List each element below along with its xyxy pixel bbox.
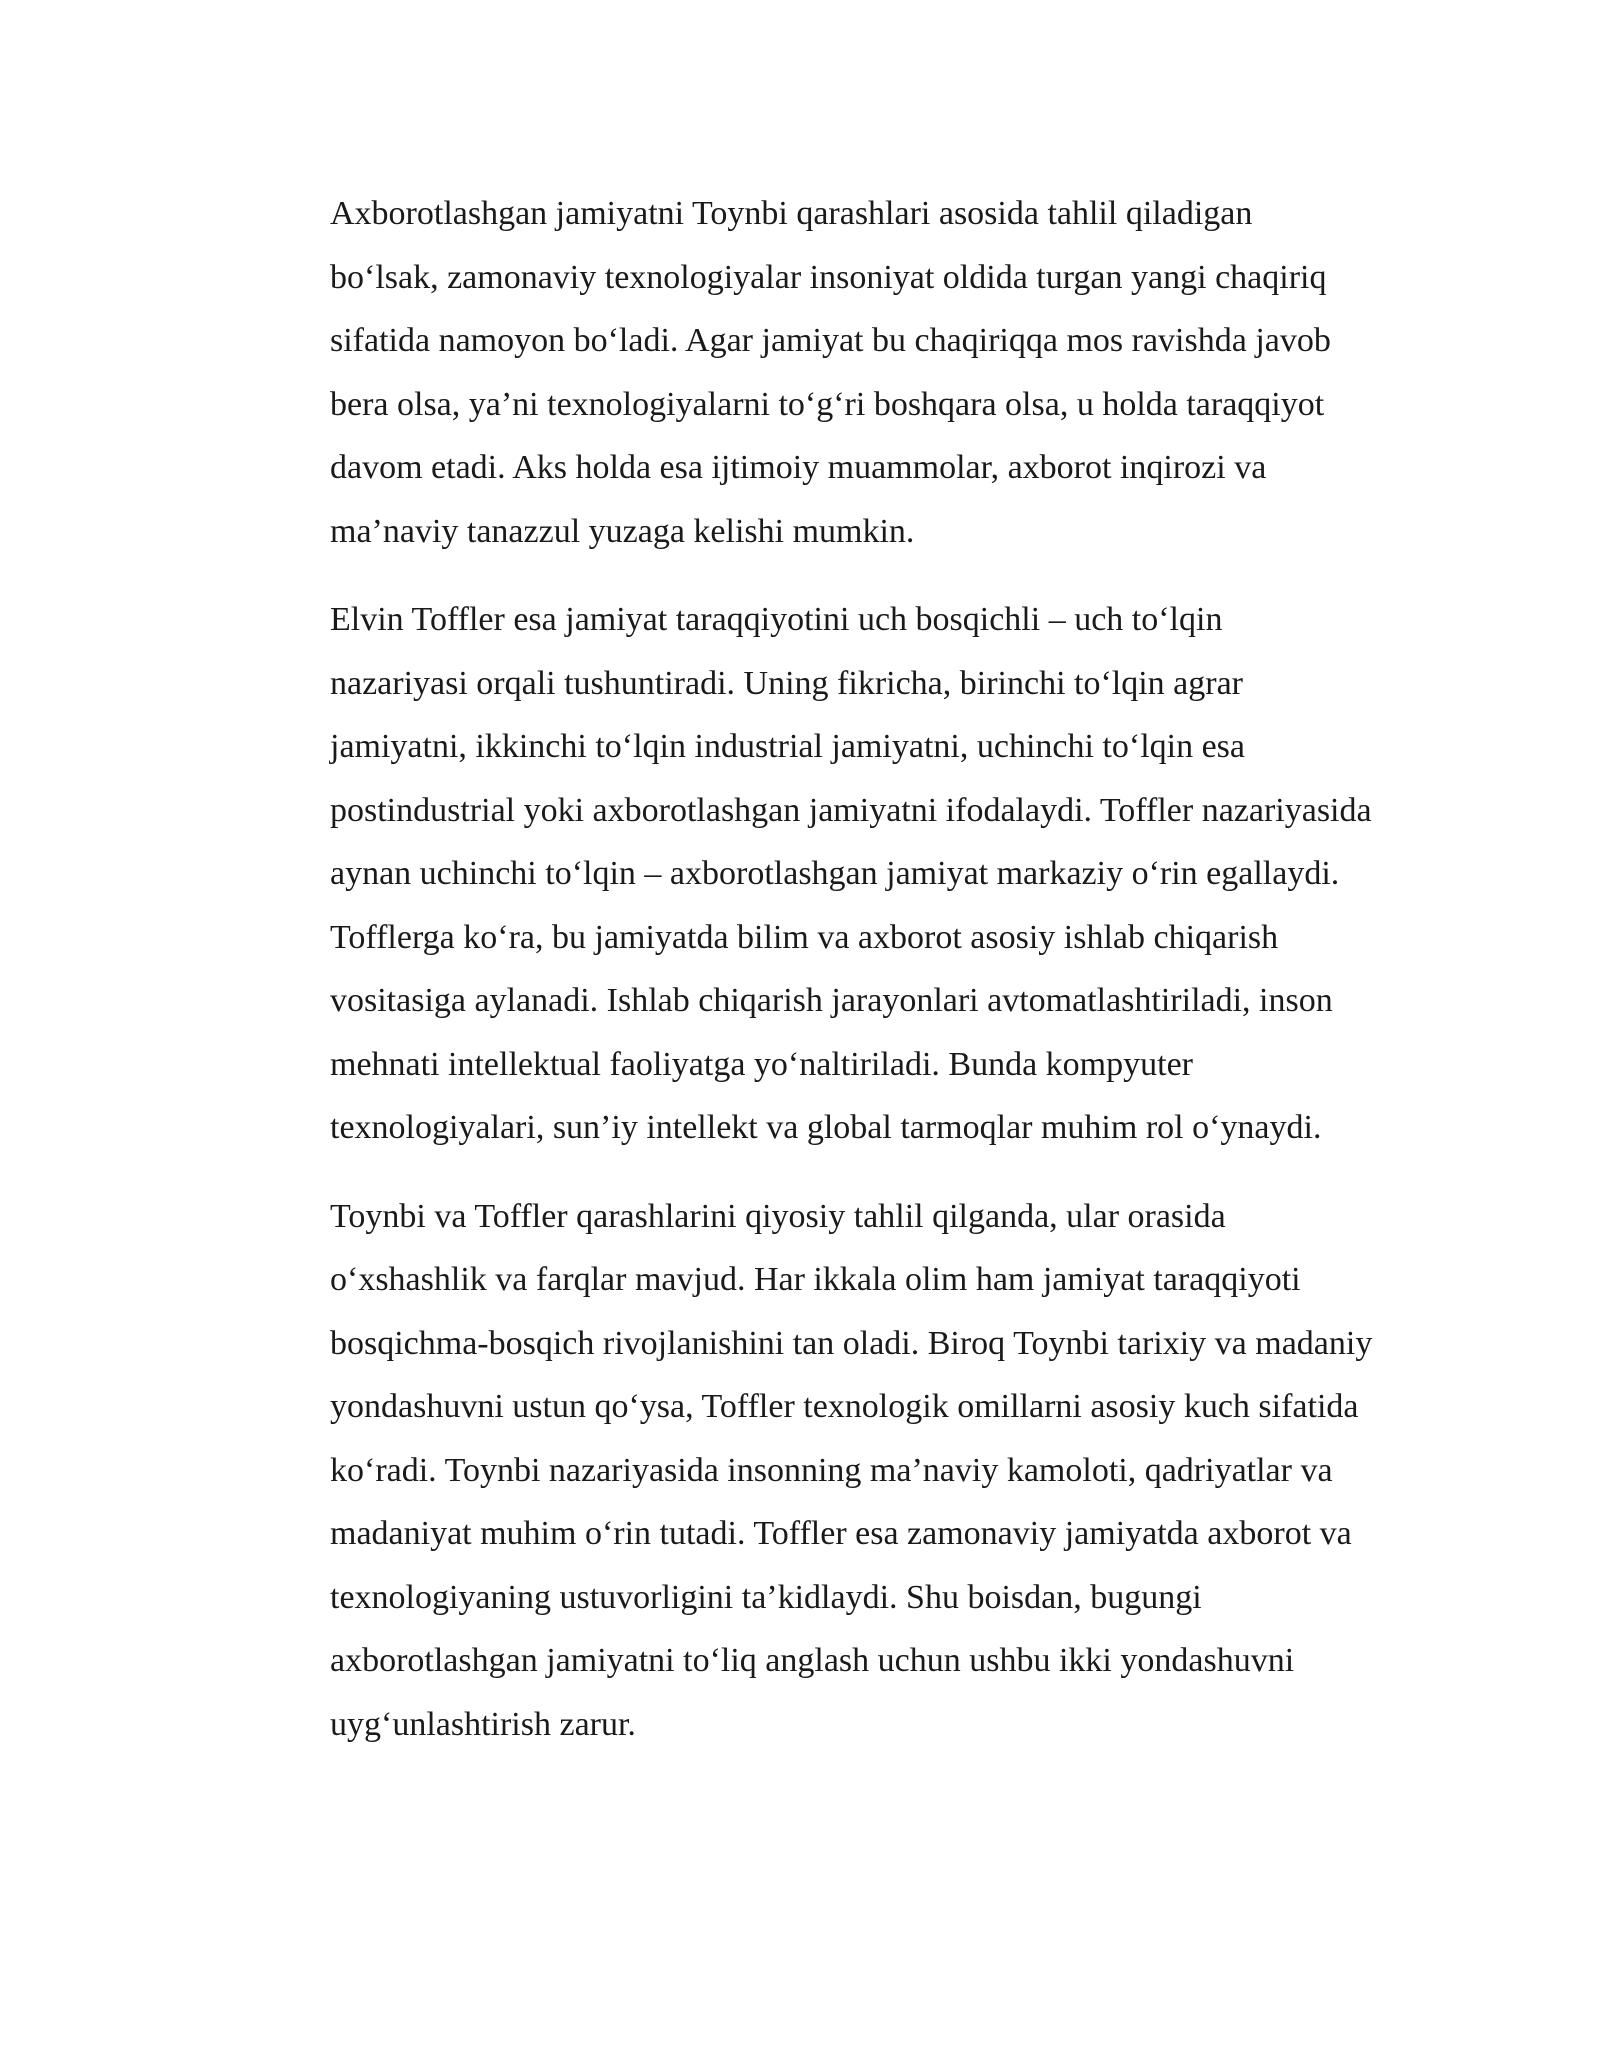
text-line: texnologiyaning ustuvorligini ta’kidlaydi. Shu boisdan, bugungi xyxy=(330,1578,1202,1616)
text-line: bo‘lsak, zamonaviy texnologiyalar insoniyat oldida turgan yangi chaqiriq xyxy=(330,258,1327,296)
text-line: Axborotlashgan jamiyatni Toynbi qarashlari asosida tahlil qiladigan xyxy=(330,195,1253,232)
text-line: mehnati intellektual faoliyatga yo‘naltiriladi. Bunda kompyuter xyxy=(330,1045,1193,1083)
paragraph-2 xyxy=(235,588,1370,1160)
text-line: bosqichma-bosqich rivojlanishini tan oladi. Biroq Toynbi tarixiy va madaniy xyxy=(330,1324,1373,1362)
text-line: uyg‘unlashtirish zarur. xyxy=(330,1705,636,1743)
text-line: ma’naviy tanazzul yuzaga kelishi mumkin. xyxy=(330,512,915,550)
text-line: Tofflerga ko‘ra, bu jamiyatda bilim va axborot asosiy ishlab chiqarish xyxy=(330,918,1279,956)
text-line: axborotlashgan jamiyatni to‘liq anglash uchun ushbu ikki yondashuvni xyxy=(330,1642,1295,1679)
text-line: vositasiga aylanadi. Ishlab chiqarish jarayonlari avtomatlashtiriladi, inson xyxy=(330,982,1333,1019)
text-line: bera olsa, ya’ni texnologiyalarni to‘g‘ri boshqara olsa, u holda taraqqiyot xyxy=(330,385,1325,423)
paragraph-1 xyxy=(235,182,1370,563)
text-line: sifatida namoyon bo‘ladi. Agar jamiyat bu chaqiriqqa mos ravishda javob xyxy=(330,322,1331,359)
text-line: davom etadi. Aks holda esa ijtimoiy muammolar, axborot inqirozi va xyxy=(330,449,1267,486)
text-line: postindustrial yoki axborotlashgan jamiyatni ifodalaydi. Toffler nazariyasida xyxy=(330,791,1372,829)
text-line: aynan uchinchi to‘lqin – axborotlashgan jamiyat markaziy o‘rin egallaydi. xyxy=(330,855,1340,892)
document-body xyxy=(235,182,1373,1781)
text-line: ko‘radi. Toynbi nazariyasida insonning ma’naviy kamoloti, qadriyatlar va xyxy=(330,1451,1333,1489)
text-line: Toynbi va Toffler qarashlarini qiyosiy tahlil qilganda, ular orasida xyxy=(330,1197,1226,1235)
text-line: nazariyasi orqali tushuntiradi. Uning fikricha, birinchi to‘lqin agrar xyxy=(330,664,1244,702)
text-line: madaniyat muhim o‘rin tutadi. Toffler esa zamonaviy jamiyatda axborot va xyxy=(330,1515,1352,1552)
text-line: jamiyatni, ikkinchi to‘lqin industrial jamiyatni, uchinchi to‘lqin esa xyxy=(330,728,1245,765)
paragraph-3 xyxy=(235,1185,1373,1757)
text-line: Elvin Toffler esa jamiyat taraqqiyotini uch bosqichli – uch to‘lqin xyxy=(330,601,1223,638)
text-line: yondashuvni ustun qo‘ysa, Toffler texnologik omillarni asosiy kuch sifatida xyxy=(330,1388,1359,1425)
text-line: o‘xshashlik va farqlar mavjud. Har ikkala olim ham jamiyat taraqqiyoti xyxy=(330,1261,1301,1298)
text-line: texnologiyalari, sun’iy intellekt va global tarmoqlar muhim rol o‘ynaydi. xyxy=(330,1109,1322,1146)
